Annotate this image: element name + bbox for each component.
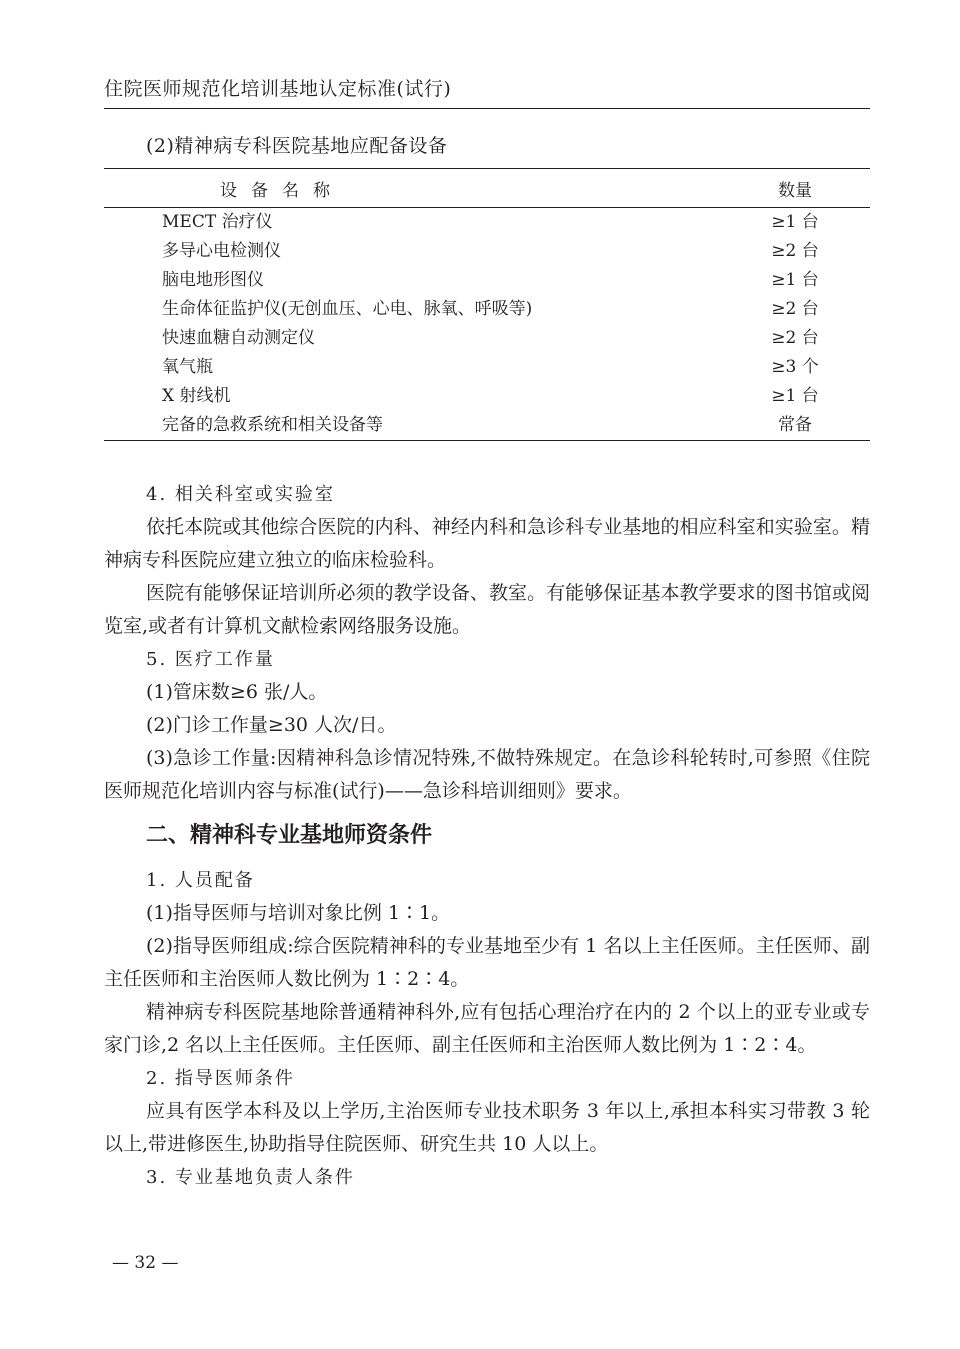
- table-row: [104, 382, 870, 411]
- paragraph: (2)指导医师组成:综合医院精神科的专业基地至少有 1 名以上主任医师。主任医师、副主任医师和主治医师人数比例为 1∶2∶4。: [104, 935, 870, 990]
- paragraph: 精神病专科医院基地除普通精神科外,应有包括心理治疗在内的 2 个以上的亚专业或专家门诊,2 名以上主任医师。主任医师、副主任医师和主治医师人数比例为 1∶2∶4。: [104, 1001, 870, 1056]
- subheading-related-departments: 4. 相关科室或实验室: [146, 484, 335, 505]
- paragraph: 依托本院或其他综合医院的内科、神经内科和急诊科专业基地的相应科室和实验室。精神病专科医院应建立独立的临床检验科。: [104, 516, 870, 571]
- equipment-name: 脑电地形图仪: [162, 270, 264, 290]
- table-row: [104, 353, 870, 382]
- table-row: [104, 208, 870, 238]
- equipment-name: 多导心电检测仪: [162, 241, 281, 261]
- paragraph: (3)急诊工作量:因精神科急诊情况特殊,不做特殊规定。在急诊科轮转时,可参照《住院医师规范化培训内容与标准(试行)——急诊科培训细则》要求。: [104, 747, 870, 802]
- equipment-name: 完备的急救系统和相关设备等: [162, 415, 383, 435]
- equipment-quantity: ≥2 台: [771, 299, 819, 319]
- paragraph: (1)指导医师与培训对象比例 1∶1。: [146, 902, 451, 924]
- column-header-quantity: 数量: [778, 180, 812, 201]
- table-row: [104, 411, 870, 441]
- paragraph: (2)门诊工作量≥30 人次/日。: [146, 714, 397, 736]
- subheading-base-director-conditions: 3. 专业基地负责人条件: [146, 1167, 355, 1188]
- equipment-name: MECT 治疗仪: [162, 212, 273, 232]
- equipment-quantity: ≥1 台: [771, 212, 819, 232]
- equipment-quantity: ≥2 台: [771, 241, 819, 261]
- equipment-quantity: ≥3 个: [771, 357, 819, 377]
- subheading-workload: 5. 医疗工作量: [146, 649, 275, 670]
- equipment-name: X 射线机: [162, 386, 231, 406]
- header-rule: [104, 108, 870, 109]
- column-header-name: 设备名称: [220, 180, 344, 201]
- table-row: [104, 324, 870, 353]
- section-title: 二、精神科专业基地师资条件: [146, 823, 433, 848]
- table-row: [104, 266, 870, 295]
- table-row: [104, 295, 870, 324]
- paragraph: 应具有医学本科及以上学历,主治医师专业技术职务 3 年以上,承担本科实习带教 3 轮以上,带进修医生,协助指导住院医师、研究生共 10 人以上。: [104, 1100, 870, 1155]
- paragraph: (1)管床数≥6 张/人。: [146, 681, 328, 703]
- running-header: 住院医师规范化培训基地认定标准(试行): [104, 78, 452, 100]
- equipment-quantity: ≥2 台: [771, 328, 819, 348]
- paragraph: 医院有能够保证培训所必须的教学设备、教室。有能够保证基本教学要求的图书馆或阅览室,或者有计算机文献检索网络服务设施。: [104, 582, 870, 637]
- equipment-table: [104, 168, 870, 441]
- equipment-quantity: ≥1 台: [771, 386, 819, 406]
- equipment-quantity: ≥1 台: [771, 270, 819, 290]
- page-number: — 32 —: [112, 1253, 179, 1273]
- table-row: [104, 237, 870, 266]
- equipment-name: 氧气瓶: [162, 357, 213, 377]
- equipment-name: 生命体征监护仪(无创血压、心电、脉氧、呼吸等): [162, 299, 533, 319]
- equipment-table-wrapper: [104, 168, 870, 441]
- table-header-row: [104, 169, 870, 208]
- equipment-quantity: 常备: [778, 415, 812, 435]
- subheading-supervisor-conditions: 2. 指导医师条件: [146, 1068, 295, 1089]
- table-caption: (2)精神病专科医院基地应配备设备: [146, 135, 448, 157]
- equipment-name: 快速血糖自动测定仪: [162, 328, 315, 348]
- body-text: [104, 478, 870, 1194]
- subheading-staffing: 1. 人员配备: [146, 870, 255, 891]
